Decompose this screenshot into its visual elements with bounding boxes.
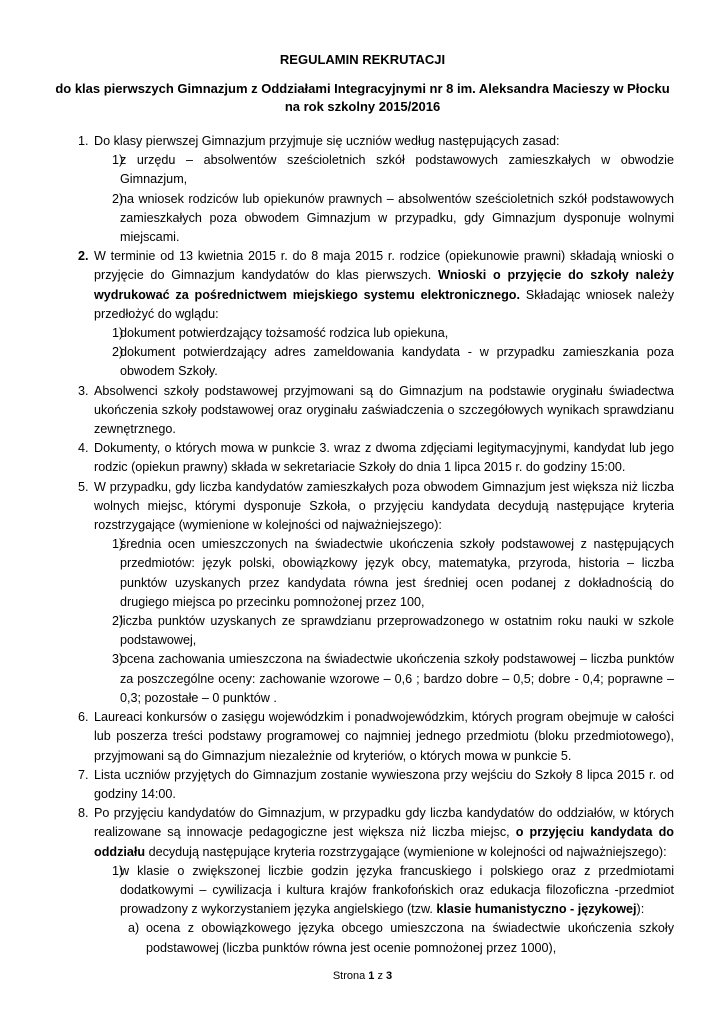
subpoint-text: liczba punktów uzyskanych ze sprawdzianu przeprowadzonego w ostatnim roku nauki w szkole podstawowej, bbox=[120, 614, 674, 648]
point-3 bbox=[68, 382, 674, 440]
subpoint-number: 1) bbox=[112, 326, 124, 341]
document-subtitle bbox=[50, 80, 675, 116]
subpoint-number: 2) bbox=[112, 191, 124, 206]
subpoint-2-2 bbox=[68, 343, 674, 381]
footer-middle: z bbox=[374, 970, 387, 982]
point-text: W przypadku, gdy liczba kandydatów zamieszkałych poza obwodem Gimnazjum jest większa niż liczba wolnych miejsc, którymi dysponuje Szkoła, o przyjęciu kandydata decydują następujące kryteria rozstrzygające (wymienione w kolejności od najważniejszego): bbox=[94, 479, 674, 533]
footer-current-page: 1 bbox=[368, 970, 375, 982]
point-6 bbox=[68, 708, 674, 766]
subpoint-text: na wniosek rodziców lub opiekunów prawnych – absolwentów sześcioletnich szkół podstawowych zamieszkałych poza obwodem Gimnazjum w przypadku, gdy Gimnazjum dysponuje wolnymi miejscami. bbox=[120, 191, 674, 245]
point-number: 6. bbox=[78, 710, 89, 725]
footer-total-pages: 3 bbox=[386, 970, 393, 982]
subpoint-text: ocena zachowania umieszczona na świadectwie ukończenia szkoły podstawowej – liczba punktów za poszczególne oceny: zachowanie wzorowe – 0,6 ; bardzo dobre – 0,5; dobre - 0,4; poprawne – 0,3; pozostałe – 0 punktów . bbox=[120, 652, 674, 705]
page-footer bbox=[0, 967, 725, 986]
point-number: 3. bbox=[78, 383, 89, 398]
subpoint-number: 2) bbox=[112, 345, 124, 360]
subpoint-text: dokument potwierdzający adres zameldowania kandydata - w przypadku zamieszkania poza obwodem Szkoły. bbox=[120, 345, 674, 379]
document-title: REGULAMIN REKRUTACJI bbox=[279, 52, 446, 67]
point-text: Lista uczniów przyjętych do Gimnazjum zostanie wywieszona przy wejściu do Szkoły 8 lipca 2015 r. od godziny 14:00. bbox=[94, 767, 674, 801]
subsubpoint-8-1-a bbox=[68, 919, 674, 957]
subpoint-number: 1) bbox=[112, 863, 124, 878]
point-8 bbox=[68, 804, 674, 862]
point-2 bbox=[68, 247, 674, 324]
point-text-cont: Składając wniosek należy przedłożyć do wglądu: bbox=[94, 287, 675, 321]
point-number: 5. bbox=[78, 479, 89, 494]
point-text: W terminie od 13 kwietnia 2015 r. do 8 maja 2015 r. rodzice (opiekunowie prawni) składają wnioski o przyjęcie do Gimnazjum kandydatów do klas pierwszych. bbox=[94, 249, 674, 283]
point-5 bbox=[68, 478, 674, 536]
subpoint-number: 3) bbox=[112, 652, 124, 667]
subpoint-text: w klasie o zwiększonej liczbie godzin języka francuskiego i polskiego oraz z przedmiotami dodatkowymi – cywilizacja i kultura krajów frankofońskich oraz edukacja filozoficzna -przedmiot prowadzony z wykorzystaniem języka angielskiego (tzw. bbox=[120, 863, 674, 917]
point-4 bbox=[68, 439, 674, 477]
subpoint-number: 1) bbox=[112, 153, 124, 168]
subpoint-5-2 bbox=[68, 612, 674, 650]
subpoint-5-3 bbox=[68, 650, 674, 708]
subpoint-5-1 bbox=[68, 535, 674, 612]
subpoint-8-1 bbox=[68, 862, 674, 920]
point-text: Do klasy pierwszej Gimnazjum przyjmuje się uczniów według następujących zasad: bbox=[94, 134, 560, 148]
point-number: 2. bbox=[78, 249, 89, 264]
point-1 bbox=[68, 132, 674, 151]
point-number: 4. bbox=[78, 441, 89, 456]
point-text-bold: Wnioski o przyjęcie do szkoły należy wydrukować za pośrednictwem miejskiego systemu elektronicznego. bbox=[94, 268, 674, 302]
subsubpoint-text: ocena z obowiązkowego języka obcego umieszczona na świadectwie ukończenia szkoły podstawowej (liczba punktów równa jest ocenie pomnożonej przez 1000), bbox=[146, 921, 674, 955]
point-text-bold: o przyjęciu kandydata do oddziału bbox=[94, 825, 674, 859]
subpoint-1-1 bbox=[68, 151, 674, 189]
subpoint-number: 2) bbox=[112, 614, 124, 629]
regulations-list bbox=[68, 132, 674, 958]
footer-prefix: Strona bbox=[332, 970, 369, 982]
point-text-cont: decydują następujące kryteria rozstrzygające (wymienione w kolejności od najważniejszego): bbox=[145, 844, 667, 859]
point-7 bbox=[68, 766, 674, 804]
subpoint-text: dokument potwierdzający tożsamość rodzica lub opiekuna, bbox=[120, 326, 449, 341]
subpoint-text-bold: klasie humanistyczno - językowej bbox=[436, 902, 637, 917]
point-number: 8. bbox=[78, 806, 89, 821]
subpoint-2-1 bbox=[68, 324, 674, 343]
point-text: Laureaci konkursów o zasięgu wojewódzkim i ponadwojewódzkim, których program obejmuje w całości lub poszerza treści podstawy programowej co najmniej jednego przedmiotu (bloku przedmiotowego), przyjmowani są do Gimnazjum niezależnie od kryteriów, o których mowa w punkcie 5. bbox=[94, 710, 674, 763]
subpoint-1-2 bbox=[68, 190, 674, 248]
subtitle-line-2: na rok szkolny 2015/2016 bbox=[284, 99, 441, 114]
subpoint-text-cont: ): bbox=[636, 902, 645, 917]
subtitle-line-1: do klas pierwszych Gimnazjum z Oddziałami Integracyjnymi nr 8 im. Aleksandra Macieszy w Płocku bbox=[55, 81, 670, 96]
point-text: Po przyjęciu kandydatów do Gimnazjum, w przypadku gdy liczba kandydatów do oddziałów, w których realizowane są innowacje pedagogiczne jest większa niż liczba miejsc, bbox=[94, 806, 674, 840]
subsubpoint-number: a) bbox=[128, 921, 140, 936]
point-text: Absolwenci szkoły podstawowej przyjmowani są do Gimnazjum na podstawie oryginału świadectwa ukończenia szkoły podstawowej oraz oryginału zaświadczenia o szczegółowych wynikach sprawdzianu zewnętrznego. bbox=[94, 383, 674, 437]
point-text: Dokumenty, o których mowa w punkcie 3. wraz z dwoma zdjęciami legitymacyjnymi, kandydat lub jego rodzic (opiekun prawny) składa w sekretariacie Szkoły do dnia 1 lipca 2015 r. do godziny 15:00. bbox=[94, 441, 674, 475]
subpoint-text: średnia ocen umieszczonych na świadectwie ukończenia szkoły podstawowej z następujących przedmiotów: język polski, obowiązkowy język obcy, matematyka, przyroda, historia – liczba punktów uzyskanych przez kandydata równa jest średniej ocen podanej z dokładnością do drugiego miejsca po przecinku pomnożonej przez 100, bbox=[120, 537, 674, 609]
subpoint-number: 1) bbox=[112, 537, 124, 552]
point-number: 7. bbox=[78, 767, 89, 782]
point-number: 1. bbox=[78, 134, 89, 148]
subpoint-text: z urzędu – absolwentów sześcioletnich szkół podstawowych zamieszkałych w obwodzie Gimnazjum, bbox=[120, 153, 674, 187]
